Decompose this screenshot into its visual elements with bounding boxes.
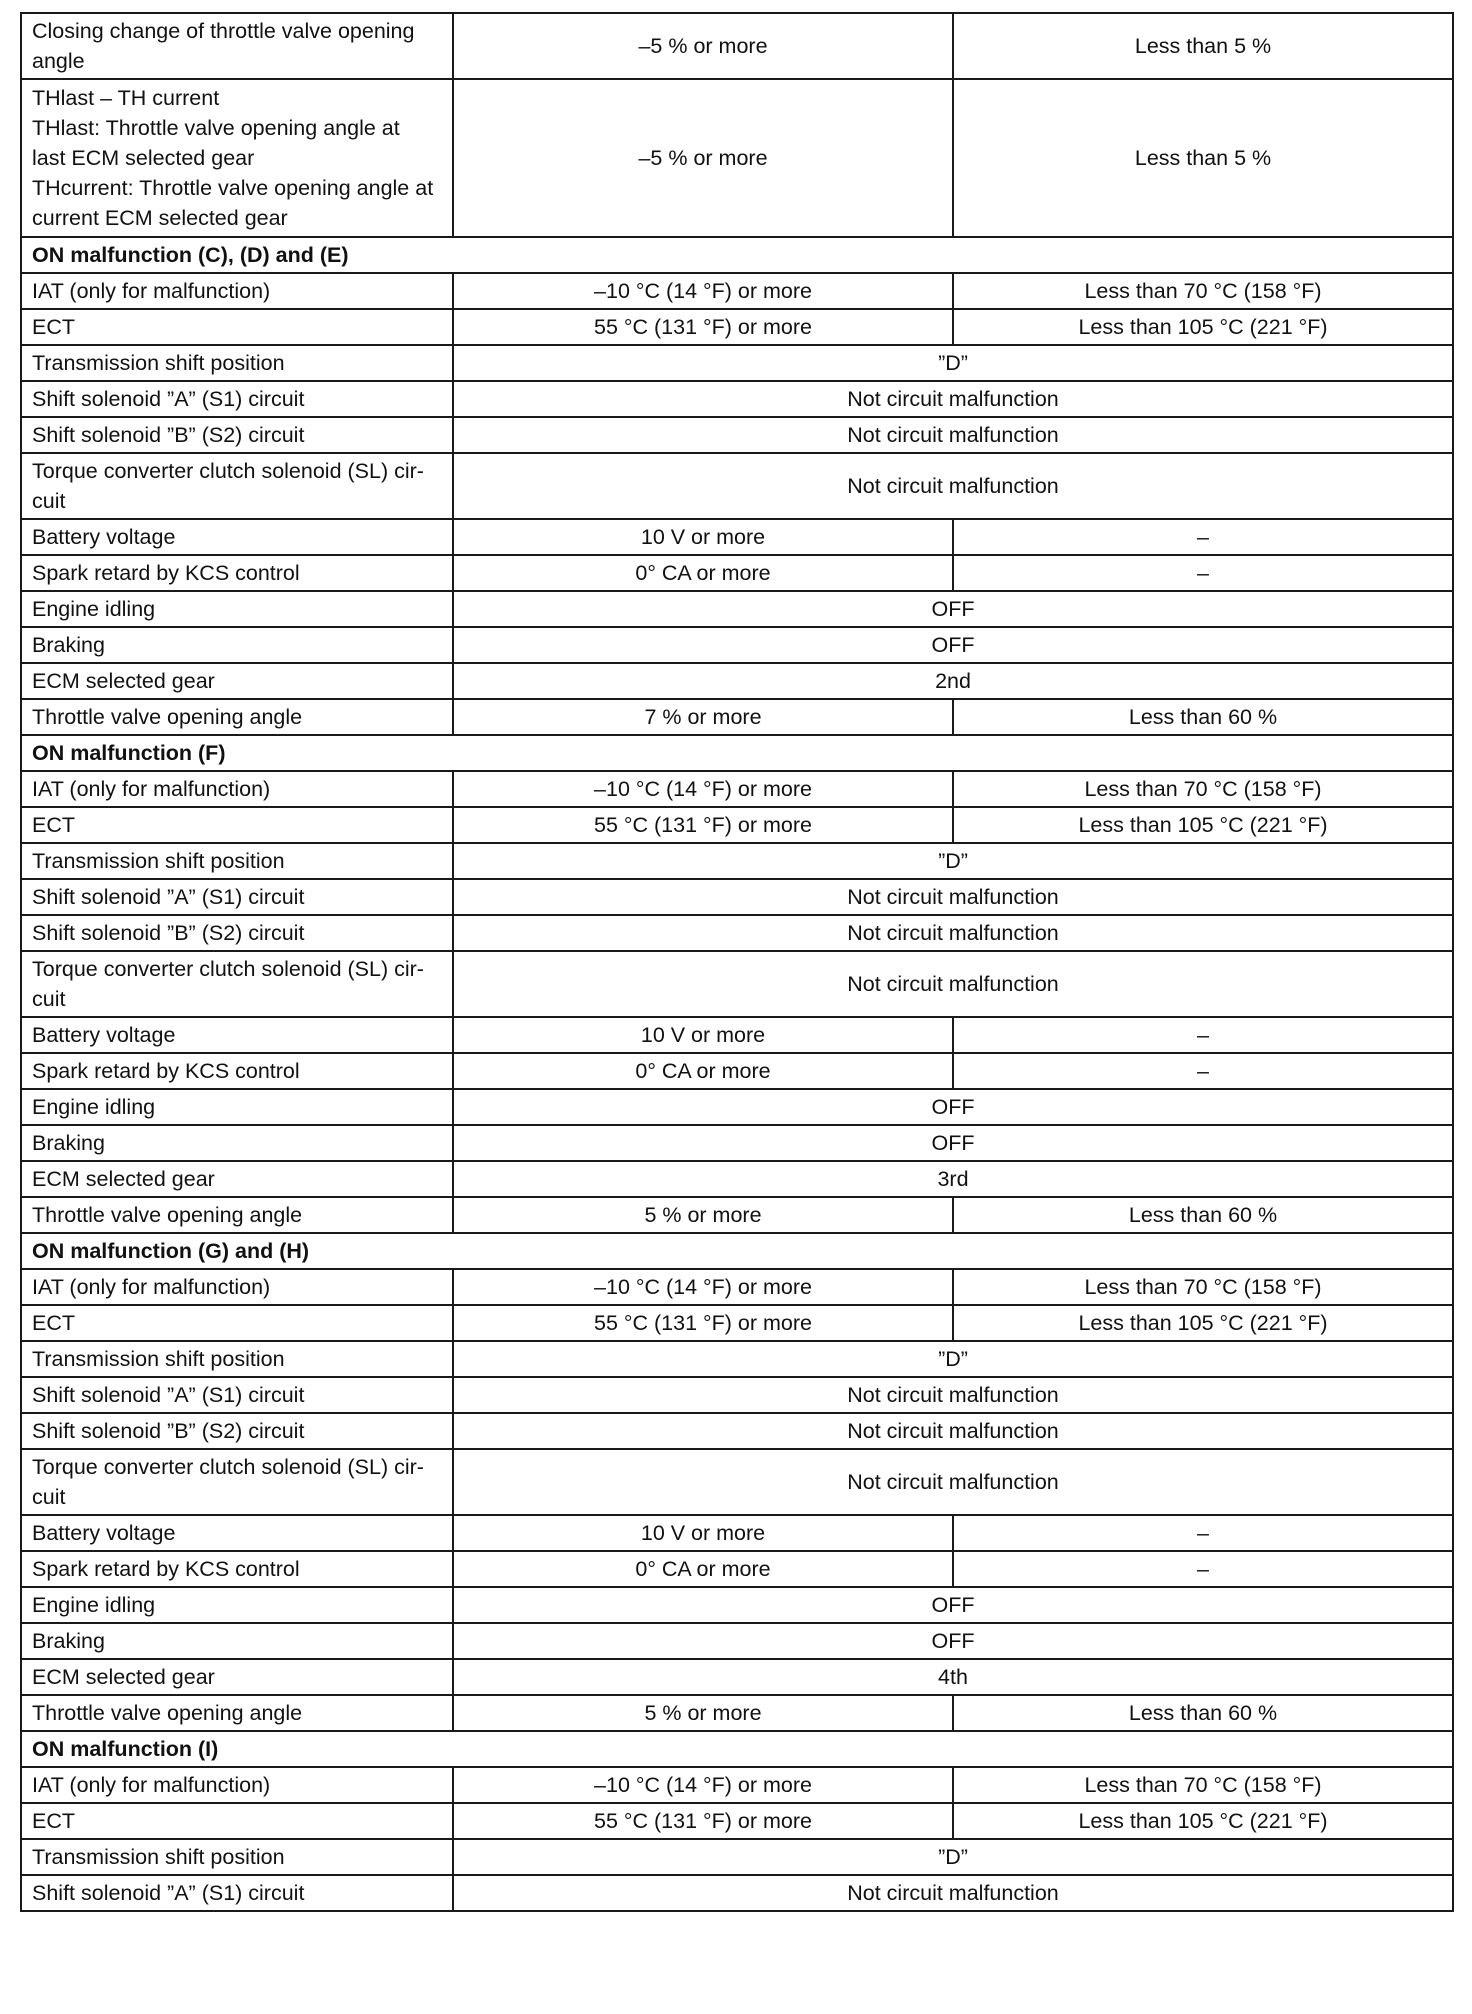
table-row xyxy=(21,843,1453,879)
condition-value: Not circuit malfunction xyxy=(453,1377,1453,1413)
min-value: 55 °C (131 °F) or more xyxy=(453,807,953,843)
condition-label xyxy=(21,417,453,453)
table-row xyxy=(21,417,1453,453)
table-row xyxy=(21,1197,1453,1233)
min-value: –10 °C (14 °F) or more xyxy=(453,771,953,807)
max-value: Less than 70 °C (158 °F) xyxy=(953,1269,1453,1305)
condition-label xyxy=(21,1125,453,1161)
condition-label-line: Battery voltage xyxy=(32,525,176,549)
condition-value: Not circuit malfunction xyxy=(453,453,1453,519)
table-row xyxy=(21,1341,1453,1377)
table-row xyxy=(21,273,1453,309)
table-row xyxy=(21,1053,1453,1089)
condition-value: Not circuit malfunction xyxy=(453,417,1453,453)
table-row xyxy=(21,13,1453,79)
min-value: 10 V or more xyxy=(453,519,953,555)
condition-label-line: Transmission shift position xyxy=(32,351,285,375)
condition-label-line: Transmission shift position xyxy=(32,1347,285,1371)
condition-label-line: Battery voltage xyxy=(32,1521,176,1545)
table-row xyxy=(21,79,1453,237)
table-row xyxy=(21,1803,1453,1839)
condition-label-line: Closing change of throttle valve opening xyxy=(32,19,415,43)
min-value: 7 % or more xyxy=(453,699,953,735)
condition-label xyxy=(21,519,453,555)
condition-value: OFF xyxy=(453,1089,1453,1125)
table-row xyxy=(21,1659,1453,1695)
condition-label-line: Shift solenoid ”A” (S1) circuit xyxy=(32,885,305,909)
condition-value: Not circuit malfunction xyxy=(453,879,1453,915)
condition-label xyxy=(21,13,453,79)
condition-label-line: Engine idling xyxy=(32,1095,156,1119)
table-row xyxy=(21,1695,1453,1731)
condition-label xyxy=(21,1587,453,1623)
condition-label-line: Shift solenoid ”A” (S1) circuit xyxy=(32,387,305,411)
table-row xyxy=(21,1623,1453,1659)
min-value: –5 % or more xyxy=(453,13,953,79)
condition-label-line: ECT xyxy=(32,1809,75,1833)
condition-value: OFF xyxy=(453,591,1453,627)
min-value: 10 V or more xyxy=(453,1515,953,1551)
condition-label xyxy=(21,1659,453,1695)
condition-value: 2nd xyxy=(453,663,1453,699)
condition-label xyxy=(21,1161,453,1197)
max-value: Less than 5 % xyxy=(953,79,1453,237)
condition-label-line: IAT (only for malfunction) xyxy=(32,1773,271,1797)
table-row xyxy=(21,555,1453,591)
condition-label-line: Battery voltage xyxy=(32,1023,176,1047)
condition-label xyxy=(21,591,453,627)
condition-label-line: THlast: Throttle valve opening angle at xyxy=(32,116,400,140)
condition-label-line: ECM selected gear xyxy=(32,1167,215,1191)
condition-label xyxy=(21,1695,453,1731)
condition-value: 3rd xyxy=(453,1161,1453,1197)
min-value: 0° CA or more xyxy=(453,1053,953,1089)
condition-label-line: Braking xyxy=(32,1131,105,1155)
table-row xyxy=(21,1767,1453,1803)
condition-label xyxy=(21,273,453,309)
condition-label xyxy=(21,1515,453,1551)
condition-label-line: Shift solenoid ”B” (S2) circuit xyxy=(32,1419,305,1443)
table-row xyxy=(21,771,1453,807)
min-value: 55 °C (131 °F) or more xyxy=(453,1803,953,1839)
table-row xyxy=(21,1089,1453,1125)
table-row xyxy=(21,627,1453,663)
condition-label-line: Braking xyxy=(32,1629,105,1653)
condition-label-line: last ECM selected gear xyxy=(32,146,255,170)
max-value: – xyxy=(953,519,1453,555)
condition-label xyxy=(21,915,453,951)
table-row xyxy=(21,1377,1453,1413)
condition-value: ”D” xyxy=(453,1839,1453,1875)
table-row xyxy=(21,1413,1453,1449)
table-row xyxy=(21,1875,1453,1911)
condition-label-line: Shift solenoid ”B” (S2) circuit xyxy=(32,423,305,447)
condition-label-line: Shift solenoid ”A” (S1) circuit xyxy=(32,1881,305,1905)
condition-label-line: IAT (only for malfunction) xyxy=(32,777,271,801)
condition-label xyxy=(21,1269,453,1305)
condition-label-line: THlast – TH current xyxy=(32,86,220,110)
condition-value: Not circuit malfunction xyxy=(453,1413,1453,1449)
condition-value: ”D” xyxy=(453,843,1453,879)
conditions-table-body xyxy=(21,13,1453,1911)
condition-label xyxy=(21,663,453,699)
max-value: – xyxy=(953,1551,1453,1587)
min-value: 5 % or more xyxy=(453,1197,953,1233)
condition-value: OFF xyxy=(453,1125,1453,1161)
min-value: 0° CA or more xyxy=(453,1551,953,1587)
condition-value: ”D” xyxy=(453,1341,1453,1377)
condition-label xyxy=(21,771,453,807)
condition-label-line: Throttle valve opening angle xyxy=(32,705,303,729)
condition-label xyxy=(21,1089,453,1125)
condition-label-line: Spark retard by KCS control xyxy=(32,561,300,585)
min-value: 0° CA or more xyxy=(453,555,953,591)
table-row xyxy=(21,1587,1453,1623)
condition-label-line: Torque converter clutch solenoid (SL) cir- xyxy=(32,957,424,981)
condition-label-line: Spark retard by KCS control xyxy=(32,1557,300,1581)
max-value: Less than 105 °C (221 °F) xyxy=(953,1305,1453,1341)
table-row xyxy=(21,807,1453,843)
condition-label xyxy=(21,1053,453,1089)
condition-label-line: IAT (only for malfunction) xyxy=(32,1275,271,1299)
table-row xyxy=(21,1269,1453,1305)
min-value: –10 °C (14 °F) or more xyxy=(453,273,953,309)
condition-label-line: ECT xyxy=(32,813,75,837)
condition-label xyxy=(21,1413,453,1449)
condition-label xyxy=(21,951,453,1017)
condition-label-line: ECM selected gear xyxy=(32,1665,215,1689)
condition-label-line: Transmission shift position xyxy=(32,849,285,873)
condition-label-line: Braking xyxy=(32,633,105,657)
condition-label-line: IAT (only for malfunction) xyxy=(32,279,271,303)
table-row xyxy=(21,381,1453,417)
condition-label xyxy=(21,1551,453,1587)
condition-label xyxy=(21,453,453,519)
condition-label xyxy=(21,79,453,237)
max-value: Less than 105 °C (221 °F) xyxy=(953,1803,1453,1839)
table-row xyxy=(21,519,1453,555)
condition-value: Not circuit malfunction xyxy=(453,1449,1453,1515)
min-value: 55 °C (131 °F) or more xyxy=(453,309,953,345)
max-value: Less than 105 °C (221 °F) xyxy=(953,309,1453,345)
condition-label-line: cuit xyxy=(32,489,66,513)
max-value: Less than 60 % xyxy=(953,1695,1453,1731)
condition-label-line: Torque converter clutch solenoid (SL) cir- xyxy=(32,459,424,483)
table-row xyxy=(21,453,1453,519)
condition-label-line: Engine idling xyxy=(32,597,156,621)
condition-label-line: ECT xyxy=(32,1311,75,1335)
condition-label xyxy=(21,1623,453,1659)
condition-label xyxy=(21,309,453,345)
condition-label xyxy=(21,345,453,381)
condition-label xyxy=(21,1017,453,1053)
max-value: Less than 60 % xyxy=(953,1197,1453,1233)
min-value: 5 % or more xyxy=(453,1695,953,1731)
condition-value: OFF xyxy=(453,1623,1453,1659)
max-value: Less than 5 % xyxy=(953,13,1453,79)
table-row xyxy=(21,1515,1453,1551)
condition-label xyxy=(21,807,453,843)
condition-label xyxy=(21,1767,453,1803)
condition-label xyxy=(21,381,453,417)
max-value: – xyxy=(953,555,1453,591)
section-heading-row xyxy=(21,237,1453,273)
table-row xyxy=(21,1161,1453,1197)
section-heading: ON malfunction (I) xyxy=(21,1731,1453,1767)
condition-label-line: cuit xyxy=(32,1485,66,1509)
max-value: Less than 70 °C (158 °F) xyxy=(953,771,1453,807)
condition-label xyxy=(21,555,453,591)
condition-label-line: Transmission shift position xyxy=(32,1845,285,1869)
table-row xyxy=(21,663,1453,699)
table-row xyxy=(21,1017,1453,1053)
condition-label-line: ECM selected gear xyxy=(32,669,215,693)
section-heading-row xyxy=(21,1731,1453,1767)
max-value: – xyxy=(953,1515,1453,1551)
condition-label xyxy=(21,1875,453,1911)
table-row xyxy=(21,1305,1453,1341)
condition-value: ”D” xyxy=(453,345,1453,381)
condition-label xyxy=(21,843,453,879)
min-value: 55 °C (131 °F) or more xyxy=(453,1305,953,1341)
condition-label-line: Throttle valve opening angle xyxy=(32,1203,303,1227)
max-value: Less than 70 °C (158 °F) xyxy=(953,1767,1453,1803)
section-heading-row xyxy=(21,1233,1453,1269)
condition-label xyxy=(21,1839,453,1875)
section-heading: ON malfunction (G) and (H) xyxy=(21,1233,1453,1269)
condition-label xyxy=(21,879,453,915)
table-row xyxy=(21,915,1453,951)
condition-value: Not circuit malfunction xyxy=(453,1875,1453,1911)
condition-label-line: Engine idling xyxy=(32,1593,156,1617)
condition-label-line: THcurrent: Throttle valve opening angle at xyxy=(32,176,434,200)
table-row xyxy=(21,1839,1453,1875)
condition-label xyxy=(21,1197,453,1233)
condition-label xyxy=(21,627,453,663)
table-row xyxy=(21,1125,1453,1161)
condition-value: OFF xyxy=(453,1587,1453,1623)
max-value: Less than 70 °C (158 °F) xyxy=(953,273,1453,309)
condition-label-line: Torque converter clutch solenoid (SL) cir- xyxy=(32,1455,424,1479)
section-heading: ON malfunction (C), (D) and (E) xyxy=(21,237,1453,273)
table-row xyxy=(21,879,1453,915)
condition-value: Not circuit malfunction xyxy=(453,381,1453,417)
condition-label xyxy=(21,1803,453,1839)
table-row xyxy=(21,1551,1453,1587)
condition-label-line: Spark retard by KCS control xyxy=(32,1059,300,1083)
condition-label xyxy=(21,1449,453,1515)
table-row xyxy=(21,699,1453,735)
table-row xyxy=(21,591,1453,627)
min-value: –5 % or more xyxy=(453,79,953,237)
condition-value: 4th xyxy=(453,1659,1453,1695)
section-heading: ON malfunction (F) xyxy=(21,735,1453,771)
condition-value: Not circuit malfunction xyxy=(453,951,1453,1017)
max-value: Less than 105 °C (221 °F) xyxy=(953,807,1453,843)
condition-label xyxy=(21,1377,453,1413)
min-value: –10 °C (14 °F) or more xyxy=(453,1269,953,1305)
condition-value: OFF xyxy=(453,627,1453,663)
min-value: 10 V or more xyxy=(453,1017,953,1053)
condition-label-line: ECT xyxy=(32,315,75,339)
condition-label-line: Shift solenoid ”A” (S1) circuit xyxy=(32,1383,305,1407)
table-row xyxy=(21,345,1453,381)
table-row xyxy=(21,309,1453,345)
max-value: Less than 60 % xyxy=(953,699,1453,735)
condition-label xyxy=(21,699,453,735)
max-value: – xyxy=(953,1017,1453,1053)
max-value: – xyxy=(953,1053,1453,1089)
condition-label xyxy=(21,1305,453,1341)
condition-label-line: Throttle valve opening angle xyxy=(32,1701,303,1725)
condition-label-line: cuit xyxy=(32,987,66,1011)
condition-label-line: angle xyxy=(32,49,85,73)
condition-value: Not circuit malfunction xyxy=(453,915,1453,951)
table-row xyxy=(21,1449,1453,1515)
condition-label-line: Shift solenoid ”B” (S2) circuit xyxy=(32,921,305,945)
condition-label xyxy=(21,1341,453,1377)
conditions-table xyxy=(20,12,1454,1912)
section-heading-row xyxy=(21,735,1453,771)
condition-label-line: current ECM selected gear xyxy=(32,206,288,230)
min-value: –10 °C (14 °F) or more xyxy=(453,1767,953,1803)
table-row xyxy=(21,951,1453,1017)
